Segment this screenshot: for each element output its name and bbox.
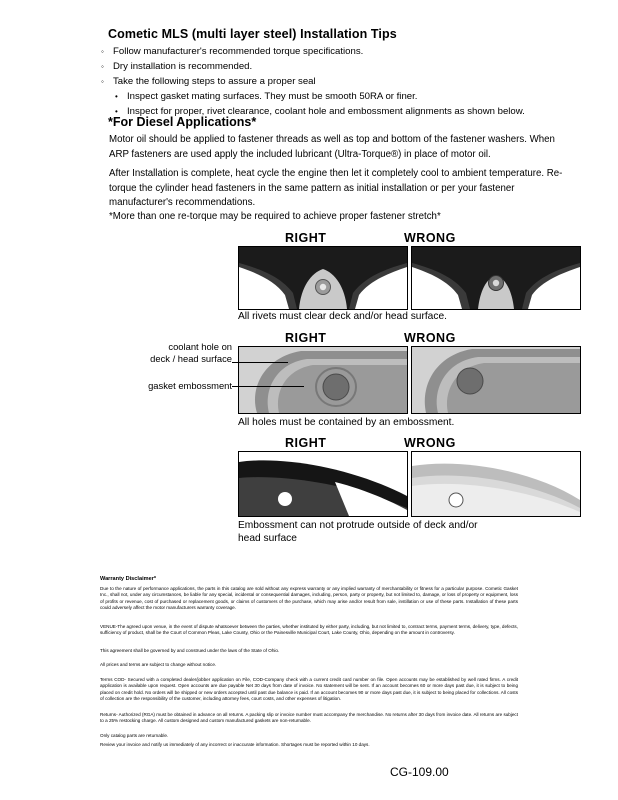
figure3-wrong-image	[411, 451, 581, 517]
warranty-paragraph-4: All prices and terms are subject to change without notice.	[100, 662, 217, 667]
circle-bullet-icon: ◦	[101, 62, 104, 71]
paragraph-heat-cycle: After Installation is complete, heat cycle the engine then let it completely cool to ambient temperature. Re-torque the cylinder head fasteners in the same pattern as initial installation or per your fastener manufacturer's recommendations.	[109, 168, 563, 208]
figure2-right-image	[238, 346, 408, 414]
callout-coolant-hole	[104, 341, 232, 365]
list-item-label: Dry installation is recommended.	[113, 61, 253, 72]
footer-document-code: CG-109.00	[390, 765, 449, 779]
figure1-right-image	[238, 246, 408, 310]
dot-bullet-icon: •	[115, 92, 118, 101]
figure2-caption: All holes must be contained by an embossment.	[238, 417, 455, 428]
figure3-caption: Embossment can not protrude outside of deck and/or head surface	[238, 520, 478, 544]
paragraph-retorque-note: *More than one re-torque may be required to achieve proper fastener stretch*	[109, 211, 441, 222]
list-item	[100, 74, 570, 89]
figure1-caption: All rivets must clear deck and/or head surface.	[238, 311, 447, 322]
warranty-title: Warranty Disclaimer*	[100, 576, 157, 582]
warranty-paragraph-8: Review your invoice and notify us immediately of any incorrect or inaccurate information. Shortages must be reported within 10 days.	[100, 742, 370, 747]
dot-bullet-icon: •	[115, 107, 118, 116]
warranty-paragraph-5: Terms COD- Secured with a completed dealer/jobber application on File, COD-Company check with a current credit card number on file. Open accounts may be established by well rated firms. A credit application is available upon request. Open accounts are due payable Net 30 days from date of invoice. No statement will be sent. If an account becomes 60 or more days past due, it is subject to being placed on credit hold. No orders will be shipped or new orders accepted until past due balance is paid. If an account becomes 90 or more days past due, it is subject to being placed for collections. All costs of collection are the responsibility of the customer, including attorney fees, court costs, and other expenses of litigation.	[100, 677, 518, 702]
callout-coolant-line2: deck / head surface	[150, 353, 232, 364]
list-item-label: Inspect gasket mating surfaces. They must be smooth 50RA or finer.	[127, 91, 418, 102]
list-item-label: Follow manufacturer's recommended torque specifications.	[113, 46, 364, 57]
warranty-paragraph-6: Returns- Authorized (RGA) must be obtained in advance on all returns. A packing slip or invoice number must accompany the merchandise. No returns after 30 days from invoice date. All returns are subject to a 25% restocking charge. All custom designed and custom manufactured gaskets are non-returnable.	[100, 712, 518, 724]
figure3-wrong-label: WRONG	[404, 436, 456, 450]
list-item	[100, 59, 570, 74]
warranty-paragraph-2: VENUE-The agreed upon venue, in the event of dispute whatsoever between the parties, whether instituted by either party, including, but not limited to, contract terms, payment terms, delivery, type, defects, sufficiency of product, shall be the Court of Common Pleas, Lake County, Ohio or the Painesville Municipal Court, Lake County, Ohio, depending on the amount in controversy.	[100, 624, 518, 636]
section-heading-diesel: *For Diesel Applications*	[108, 115, 257, 129]
figure3-right-label: RIGHT	[285, 436, 327, 450]
list-item-label: Inspect for proper, rivet clearance, coolant hole and embossment alignments as shown below.	[127, 106, 525, 117]
callout-gasket-embossment: gasket embossment	[148, 380, 232, 391]
list-item	[100, 44, 570, 59]
circle-bullet-icon: ◦	[101, 77, 104, 86]
warranty-paragraph-1: Due to the nature of performance applications, the parts in this catalog are sold without any express warranty or any implied warranty of merchantability or fitness for a particular purpose. Cometic Gasket Inc., shall not, under any circumstances, be liable for any special, incidental or consequential damages, including, person, party or property, but not limited to, damage, or loss of property or equipment, loss of profits or revenue, cost of purchased or replacement goods, or claims of customers of the purchase, which may arise and/or result from sale, instillation or use of these parts. Installation of these parts could adversely affect the motor manufacturers warranty coverage.	[100, 586, 518, 611]
figure2-right-label: RIGHT	[285, 331, 327, 345]
paragraph-motor-oil: Motor oil should be applied to fastener threads as well as top and bottom of the fastener washers. When ARP fasteners are used apply the included lubricant (Ultra-Torque®) in place of motor oil.	[109, 134, 555, 160]
figure2-wrong-image	[411, 346, 581, 414]
figure1-wrong-label: WRONG	[404, 231, 456, 245]
list-item-label: Take the following steps to assure a proper seal	[113, 76, 316, 87]
figure2-wrong-label: WRONG	[404, 331, 456, 345]
leader-line-embossment	[232, 386, 304, 387]
figure1-right-label: RIGHT	[285, 231, 327, 245]
figure3-right-image	[238, 451, 408, 517]
page-title: Cometic MLS (multi layer steel) Installation Tips	[108, 27, 397, 41]
callout-coolant-line1: coolant hole on	[168, 341, 232, 352]
installation-tips-list	[100, 44, 570, 119]
leader-line-coolant	[232, 362, 288, 363]
warranty-paragraph-7: Only catalog parts are returnable.	[100, 733, 169, 738]
list-item	[114, 89, 570, 104]
figure1-wrong-image	[411, 246, 581, 310]
warranty-paragraph-3: This agreement shall be governed by and construed under the laws of the State of Ohio.	[100, 648, 280, 653]
circle-bullet-icon: ◦	[101, 47, 104, 56]
